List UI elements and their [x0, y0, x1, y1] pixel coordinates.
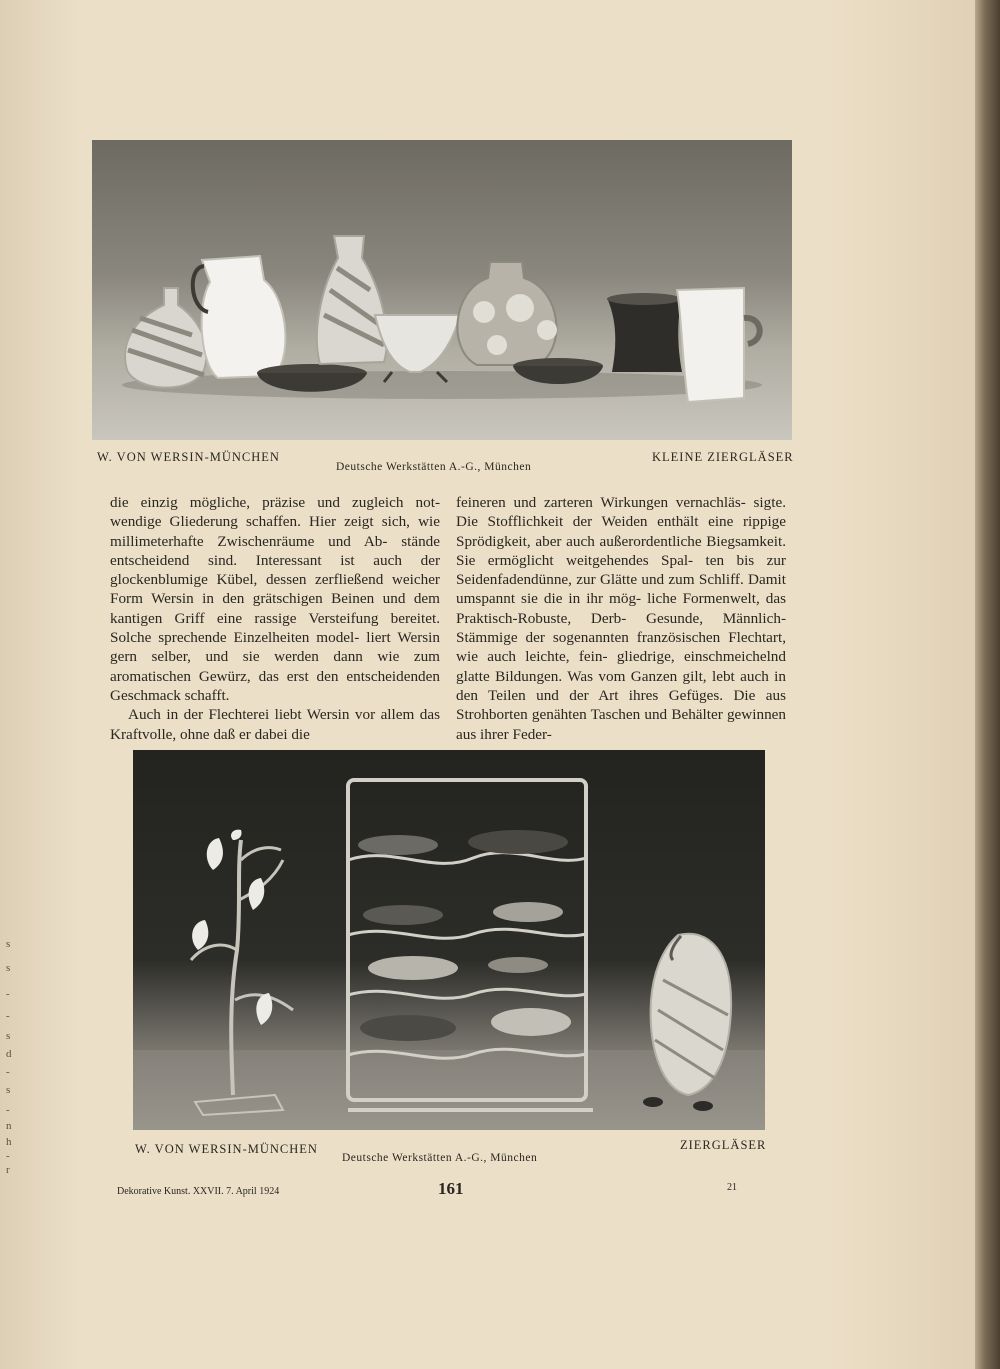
page-number: 161: [438, 1179, 464, 1198]
photo-decorative-glasses: [92, 140, 792, 440]
margin-letter: -: [6, 1150, 10, 1162]
bottom-figure-maker: Deutsche Werkstätten A.-G., München: [342, 1152, 538, 1164]
margin-letter: s: [6, 938, 11, 950]
bottom-figure-title: ZIERGLÄSER: [680, 1138, 767, 1152]
bottom-figure-credit: W. VON WERSIN-MÜNCHEN: [135, 1142, 318, 1156]
margin-letter: s: [6, 1030, 11, 1042]
right-text-column: [456, 493, 786, 744]
margin-letter: -: [6, 1066, 10, 1078]
right-paragraph: feineren und zarteren Wirkungen vernachläs- sigte. Die Stofflichkeit der Weiden enthält eine rippige Sprödigkeit, aber auch außerordentliche Biegsamkeit. Sie ermöglicht weitgehendes Spal- ten bis zur Seidenfadendünne, zur Glätte und zum Schliff. Damit umspannt sie die in ihr mög- liche Formenwelt, das Praktisch-Robuste, Derb- Gesunde, Männlich-Stämmige der sogenannten französischen Flechtart, wie auch leichte, fein- gliedrige, einschmeichelnd glatte Bildungen. Was vom Ganzen gilt, lebt auch in den Teilen und der Art ihres Gefüges. Die aus Strohborten genähten Taschen und Behälter gewinnen aus ihrer Feder-: [456, 494, 786, 743]
margin-letter: r: [6, 1164, 10, 1176]
margin-letter: n: [6, 1120, 12, 1132]
top-figure-title: KLEINE ZIERGLÄSER: [652, 450, 794, 464]
sheet-number: 21: [727, 1182, 737, 1193]
margin-letter: d: [6, 1048, 12, 1060]
journal-reference: Dekorative Kunst. XXVII. 7. April 1924: [117, 1186, 280, 1197]
left-paragraph-1: die einzig mögliche, präzise und zugleich not- wendige Gliederung schaffen. Hier zeigt sich, wie millimeterhafte Zwischenräume und Ab- stände entscheidend sind. Interessant ist auch der glockenblumige Kübel, dessen zerfließend weicher Form Wersin in den grätschigen Beinen und dem kantigen Griff eine rassige Versteifung bereitet. Solche sprechende Einzelheiten model- liert Wersin gern selber, und sie werden dann wie zum aromatischen Gewürz, das erst den entscheidenden Geschmack schafft.: [110, 494, 440, 704]
margin-letter: -: [6, 988, 10, 1000]
margin-letter: s: [6, 1084, 11, 1096]
photo-ornamental-glasses: [133, 750, 765, 1130]
glasses-illustration: [92, 140, 792, 440]
margin-letter: -: [6, 1104, 10, 1116]
book-binding: [975, 0, 1000, 1369]
margin-letter: -: [6, 1010, 10, 1022]
top-figure-credit: W. VON WERSIN-MÜNCHEN: [97, 450, 280, 464]
left-text-column: [110, 493, 440, 744]
margin-letter: s: [6, 962, 11, 974]
margin-letter: h: [6, 1136, 12, 1148]
ornament-illustration: [133, 750, 765, 1130]
top-figure-maker: Deutsche Werkstätten A.-G., München: [336, 461, 532, 473]
left-paragraph-2: Auch in der Flechterei liebt Wersin vor allem das Kraftvolle, ohne daß er dabei die: [110, 706, 440, 743]
